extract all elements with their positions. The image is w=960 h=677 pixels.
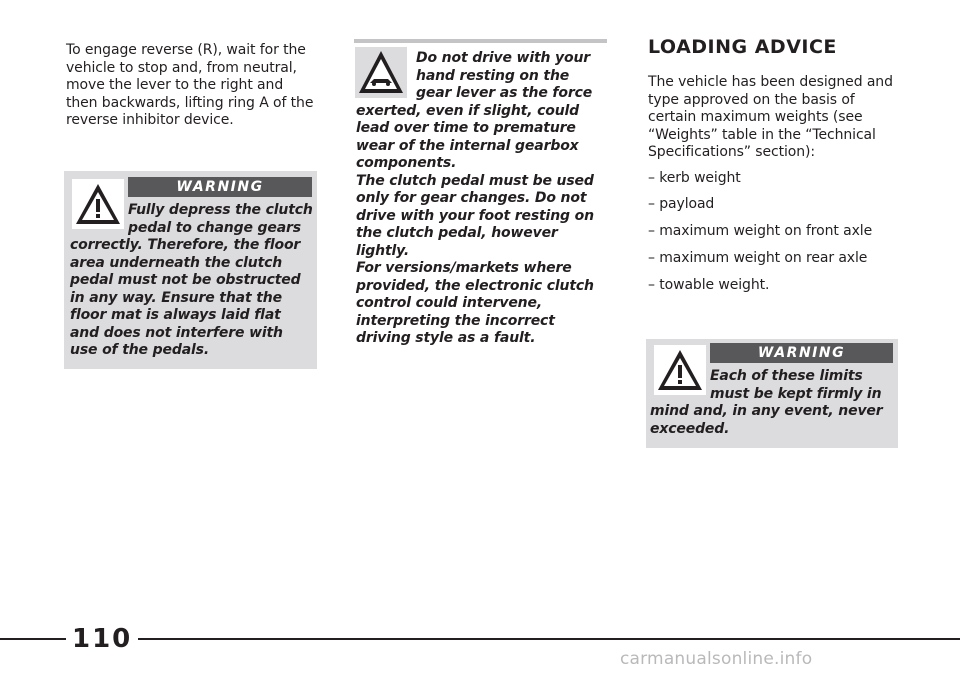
weight-limits-warning-box <box>646 339 898 448</box>
footer-rule <box>0 638 960 640</box>
warning-text <box>650 368 894 438</box>
warning-text-rest: correctly. Therefore, the floor area underneath the clutch pedal must not be obstructed in any way. Ensure that the floor mat is always laid flat and does not interfere with use of the pedals. <box>70 237 301 358</box>
warning-text-lead: Fully depress the clutch pedal to change gears <box>128 202 313 236</box>
electronic-clutch-note: For versions/markets where provided, the electronic clutch control could intervene, interpreting the incorrect driving style as a fault. <box>356 260 594 346</box>
list-item: – towable weight. <box>648 277 770 294</box>
list-item: – maximum weight on rear axle <box>648 250 868 267</box>
loading-advice-body <box>648 74 893 304</box>
warning-text-lead: Each of these limits must be kept firmly in <box>710 368 882 402</box>
clutch-warning-box <box>64 171 317 369</box>
reverse-gear-instructions: To engage reverse (R), wait for the vehicle to stop and, from neutral, move the lever to the right and then backwards, lifting ring A of the reverse inhibitor device. <box>66 42 314 128</box>
note-rest: exerted, even if slight, could lead over time to premature wear of the internal gearbox components. <box>356 102 580 171</box>
warning-text-rest: mind and, in any event, never exceeded. <box>650 403 883 437</box>
warning-banner: WARNING <box>710 343 893 363</box>
loading-intro: The vehicle has been designed and type approved on the basis of certain maximum weights (see “Weights” table in the “Technical Specifications” section): <box>648 74 893 160</box>
clutch-pedal-note: The clutch pedal must be used only for gear changes. Do not drive with your foot resting on the clutch pedal, however lightly. <box>356 172 594 259</box>
page-number: 110 <box>66 624 138 654</box>
weight-list <box>648 170 893 295</box>
note-lead: Do not drive with your hand resting on the gear lever as the force <box>416 50 593 101</box>
list-item: – kerb weight <box>648 169 741 186</box>
list-item: – maximum weight on front axle <box>648 223 873 240</box>
list-item: – payload <box>648 196 715 213</box>
watermark: carmanualsonline.info <box>620 649 813 669</box>
warning-banner: WARNING <box>128 177 312 197</box>
gear-lever-note <box>356 50 608 348</box>
section-title: LOADING ADVICE <box>648 36 837 58</box>
note-top-rule <box>354 39 607 43</box>
warning-text <box>70 202 314 360</box>
